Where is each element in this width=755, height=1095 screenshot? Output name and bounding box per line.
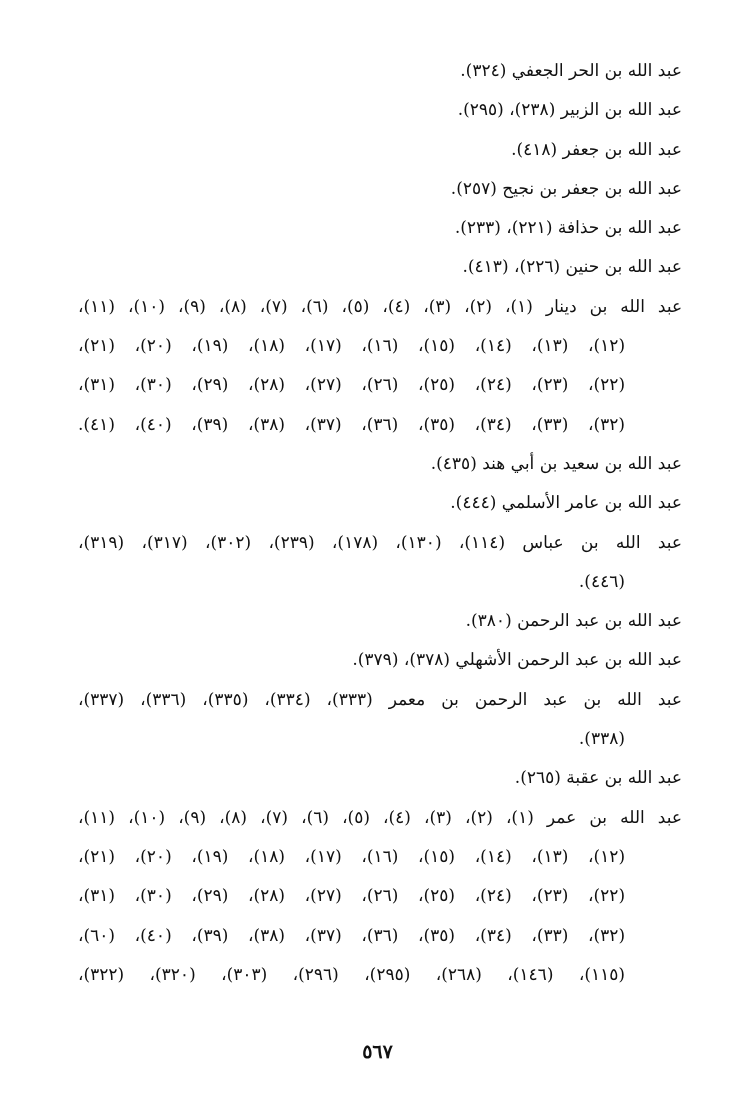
index-entry: عبد الله بن دينار (١)، (٢)، (٣)، (٤)، (٥)، (٦)، (٧)، (٨)، (٩)، (١٠)، (١١)، bbox=[78, 296, 682, 317]
index-entry: عبد الله بن عباس (١١٤)، (١٣٠)، (١٧٨)، (٢٣٩)، (٣٠٢)، (٣١٧)، (٣١٩)، bbox=[78, 532, 682, 553]
index-entry: عبد الله بن جعفر بن نجيح (٢٥٧). bbox=[450, 178, 682, 199]
name-index-list bbox=[78, 52, 682, 995]
index-entry: عبد الله بن حنين (٢٢٦)، (٤١٣). bbox=[462, 257, 682, 278]
index-entry-continuation: (٣٣٨). bbox=[578, 729, 625, 750]
index-entry: عبد الله بن جعفر (٤١٨). bbox=[511, 139, 682, 160]
index-entry-continuation: (٤٤٦). bbox=[578, 571, 625, 592]
index-entry-continuation: (١٢)، (١٣)، (١٤)، (١٥)، (١٦)، (١٧)، (١٨)، (١٩)، (٢٠)، (٢١)، bbox=[78, 846, 626, 867]
index-entry: عبد الله بن عقبة (٢٦٥). bbox=[514, 768, 682, 789]
index-entry: عبد الله بن عبد الرحمن (٣٨٠). bbox=[465, 611, 682, 632]
index-entry: عبد الله بن عبد الرحمن بن معمر (٣٣٣)، (٣٣٤)، (٣٣٥)، (٣٣٦)، (٣٣٧)، bbox=[78, 689, 682, 710]
page-number: ٥٦٧ bbox=[362, 1041, 393, 1063]
index-entry: عبد الله بن عبد الرحمن الأشهلي (٣٧٨)، (٣٧٩). bbox=[352, 650, 682, 671]
index-entry: عبد الله بن عامر الأسلمي (٤٤٤). bbox=[450, 493, 682, 514]
index-entry-continuation: (١٢)، (١٣)، (١٤)، (١٥)، (١٦)، (١٧)، (١٨)، (١٩)، (٢٠)، (٢١)، bbox=[78, 336, 626, 357]
index-entry: عبد الله بن سعيد بن أبي هند (٤٣٥). bbox=[430, 453, 682, 474]
index-entry-continuation: (٣٢)، (٣٣)، (٣٤)، (٣٥)، (٣٦)، (٣٧)، (٣٨)، (٣٩)، (٤٠)، (٦٠)، bbox=[78, 925, 626, 946]
index-entry-continuation: (٢٢)، (٢٣)، (٢٤)، (٢٥)، (٢٦)، (٢٧)، (٢٨)، (٢٩)، (٣٠)، (٣١)، bbox=[78, 886, 626, 907]
index-entry-continuation: (٣٢)، (٣٣)، (٣٤)، (٣٥)، (٣٦)، (٣٧)، (٣٨)، (٣٩)، (٤٠)، (٤١). bbox=[78, 414, 625, 435]
index-entry: عبد الله بن الزبير (٢٣٨)، (٢٩٥). bbox=[457, 100, 682, 121]
index-entry: عبد الله بن الحر الجعفي (٣٢٤). bbox=[460, 61, 682, 81]
index-entry-continuation: (٢٢)، (٢٣)، (٢٤)، (٢٥)، (٢٦)، (٢٧)، (٢٨)، (٢٩)، (٣٠)، (٣١)، bbox=[78, 375, 626, 396]
index-entry: عبد الله بن عمر (١)، (٢)، (٣)، (٤)، (٥)، (٦)، (٧)، (٨)، (٩)، (١٠)، (١١)، bbox=[78, 807, 682, 828]
index-entry-continuation: (١١٥)، (١٤٦)، (٢٦٨)، (٢٩٥)، (٢٩٦)، (٣٠٣)، (٣٢٠)، (٣٢٢)، bbox=[78, 964, 625, 985]
index-entry: عبد الله بن حذافة (٢٢١)، (٢٣٣). bbox=[454, 218, 682, 239]
